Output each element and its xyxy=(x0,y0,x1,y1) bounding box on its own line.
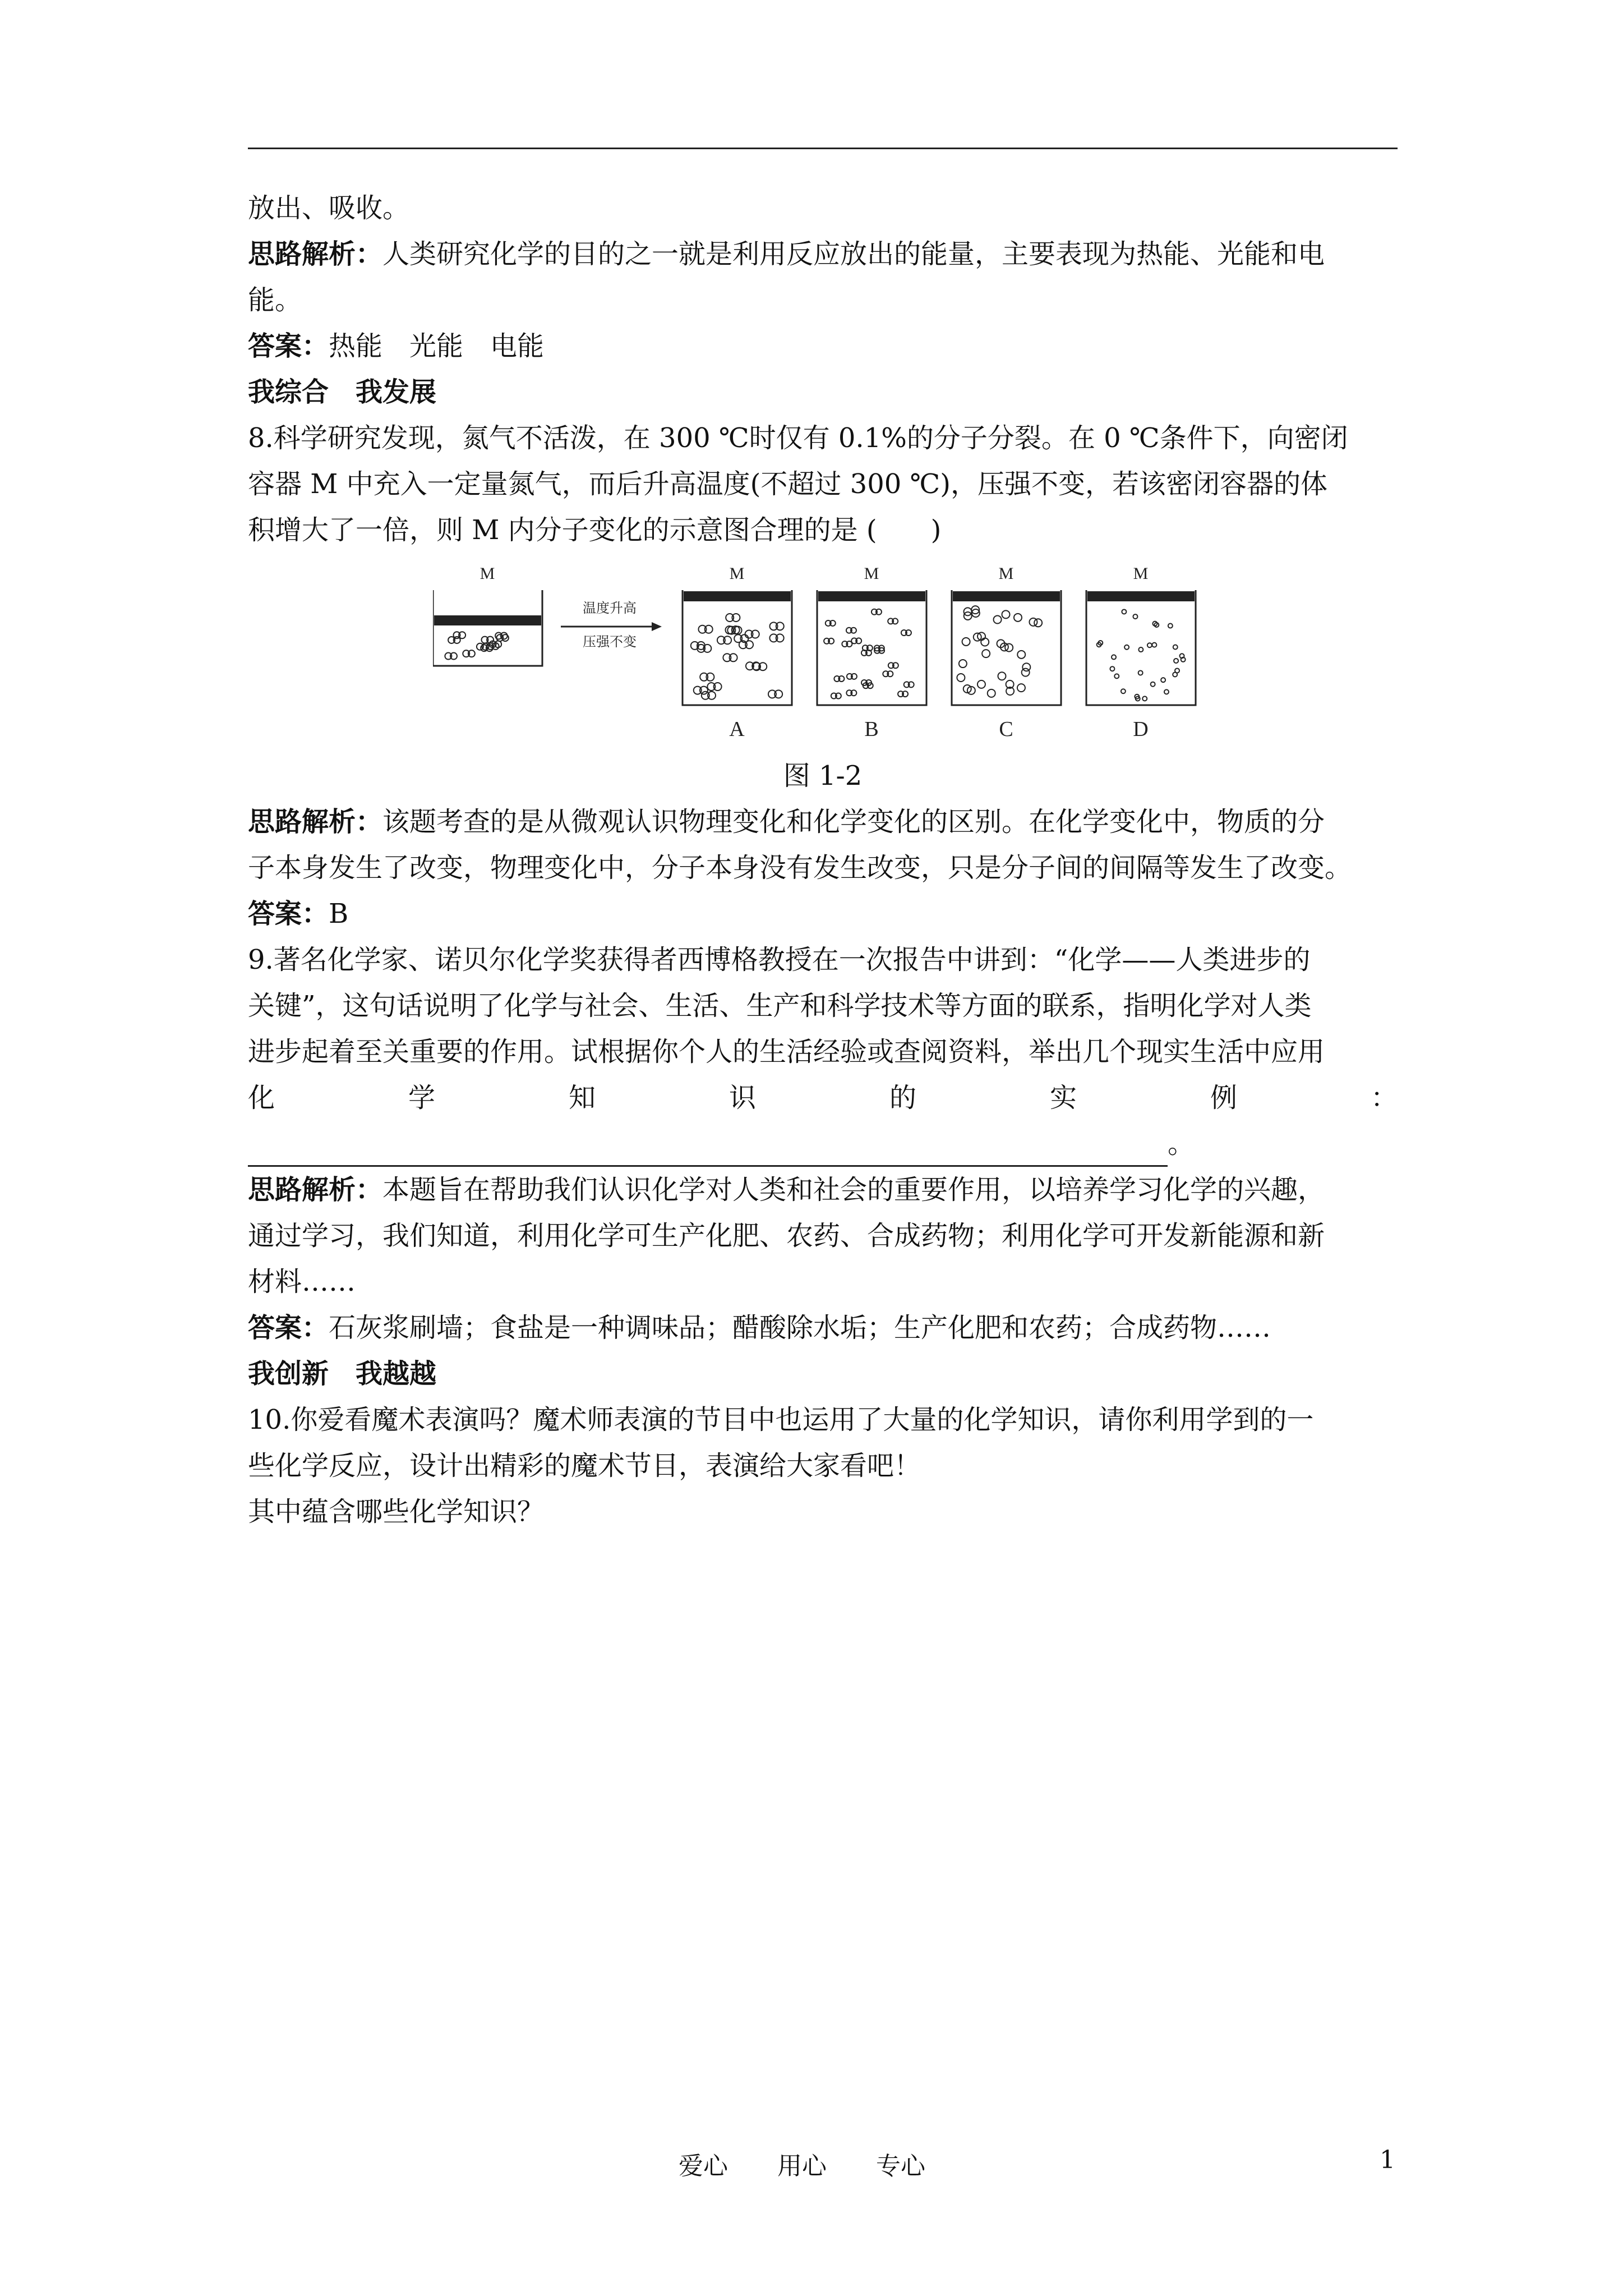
question-8-line: 8.科学研究发现，氮气不活泼，在 300 ℃时仅有 0.1%的分子分裂。在 0 ℃条件下，向密闭 xyxy=(248,422,1348,454)
n-atom xyxy=(1138,647,1143,652)
answer-line xyxy=(248,891,1398,937)
n-atom xyxy=(957,674,965,682)
piston-d xyxy=(1087,591,1195,601)
piston-c xyxy=(953,591,1060,601)
answer-line xyxy=(248,323,1398,369)
n-atom xyxy=(1151,682,1155,687)
question-9-line: 关键”，这句话说明了化学与社会、生活、生产和科学技术等方面的联系，指明化学对人类 xyxy=(248,990,1312,1022)
answer-blank[interactable] xyxy=(248,1137,1168,1167)
analysis-label: 思路解析： xyxy=(248,1174,383,1205)
question-10-line: 其中蕴含哪些化学知识？ xyxy=(248,1496,545,1527)
n-atom xyxy=(1173,672,1177,677)
analysis-line: 通过学习，我们知道，利用化学可生产化肥、农药、合成药物；利用化学可开发新能源和新 xyxy=(248,1220,1325,1251)
footer-motto: 爱心 用心 专心 xyxy=(679,2152,925,2180)
answer-line xyxy=(248,1305,1398,1351)
n-atom xyxy=(1121,689,1126,693)
analysis-text: 本题旨在帮助我们认识化学对人类和社会的重要作用，以培养学习化学的兴趣， xyxy=(382,1174,1325,1205)
label-m: M xyxy=(864,564,879,583)
arrow-head xyxy=(652,622,662,631)
molecule-figure xyxy=(248,556,1398,753)
question-9-spaced-line: 化 学 知 识 的 实 例 ： xyxy=(248,1082,1398,1114)
label-m: M xyxy=(1133,564,1149,583)
option-c-label: C xyxy=(999,717,1013,741)
n-atom xyxy=(1138,670,1143,675)
container-a xyxy=(683,590,792,705)
n-atom xyxy=(1164,689,1169,694)
option-b-label: B xyxy=(864,717,879,741)
question-9-line: 9.著名化学家、诺贝尔化学奖获得者西博格教授在一次报告中讲到：“化学——人类进步的 xyxy=(248,944,1311,976)
analysis-line xyxy=(248,1167,1398,1213)
piston-b xyxy=(818,591,925,601)
n-atom xyxy=(1002,610,1010,618)
n-atom xyxy=(1133,614,1137,619)
n-atom xyxy=(1142,696,1147,701)
n-atom xyxy=(982,650,990,657)
n-atom xyxy=(962,638,970,646)
n-atom xyxy=(988,689,995,697)
n-atom xyxy=(1005,643,1013,651)
analysis-line: 材料…… xyxy=(248,1266,356,1297)
arrow-bottom-label: 压强不变 xyxy=(583,634,637,650)
n-atom xyxy=(1110,666,1114,671)
text-line: 放出、吸收。 xyxy=(248,192,410,224)
n-atom xyxy=(981,638,989,646)
initial-container xyxy=(433,590,542,666)
section-heading: 我创新 我越越 xyxy=(248,1358,437,1389)
blank-end-mark: 。 xyxy=(1168,1128,1195,1159)
n-atom xyxy=(1022,663,1030,671)
n-atom xyxy=(1114,674,1119,678)
n-atom xyxy=(978,680,985,688)
answer-label: 答案： xyxy=(248,330,329,362)
n-atom xyxy=(1014,614,1022,622)
n-atom xyxy=(1161,678,1165,682)
n-atom xyxy=(1017,684,1025,692)
question-8-line: 积增大了一倍，则 M 内分子变化的示意图合理的是 ( ) xyxy=(248,514,942,546)
text-line: 能。 xyxy=(248,284,302,316)
particles-group xyxy=(445,606,1185,701)
question-10-line: 10.你爱看魔术表演吗？魔术师表演的节目中也运用了大量的化学知识，请你利用学到的一 xyxy=(248,1404,1314,1435)
answer-blank-line xyxy=(248,1121,1398,1167)
initial-piston xyxy=(434,615,541,625)
header-rule xyxy=(248,148,1398,149)
analysis-label: 思路解析： xyxy=(248,806,383,838)
analysis-line xyxy=(248,799,1398,845)
n-atom xyxy=(998,672,1006,680)
n-atom xyxy=(1174,659,1178,663)
question-9-line: 进步起着至关重要的作用。试根据你个人的生活经验或查阅资料，举出几个现实生活中应用 xyxy=(248,1036,1325,1068)
n-atom xyxy=(1173,645,1178,650)
answer-text: B xyxy=(329,898,349,930)
n-atom xyxy=(1122,609,1126,614)
n-atom xyxy=(1168,624,1173,628)
label-m: M xyxy=(998,564,1014,583)
n-atom xyxy=(1124,645,1129,650)
n-atom xyxy=(1017,651,1025,659)
figure-svg xyxy=(433,556,1218,747)
analysis-line xyxy=(248,231,1398,277)
document-body xyxy=(248,185,1398,1535)
section-heading: 我综合 我发展 xyxy=(248,376,437,408)
question-10-line: 些化学反应，设计出精彩的魔术节目，表演给大家看吧！ xyxy=(248,1450,921,1481)
arrow-top-label: 温度升高 xyxy=(583,600,637,616)
n-atom xyxy=(1152,643,1156,647)
option-d-label: D xyxy=(1133,717,1149,741)
n-atom xyxy=(1147,643,1152,647)
answer-text: 热能 光能 电能 xyxy=(329,330,545,362)
page-number: 1 xyxy=(1380,2146,1395,2174)
n-atom xyxy=(1029,618,1037,626)
question-8-line: 容器 M 中充入一定量氮气，而后升高温度(不超过 300 ℃)，压强不变，若该密闭容器的体 xyxy=(248,468,1327,500)
analysis-text: 人类研究化学的目的之一就是利用反应放出的能量，主要表现为热能、光能和电 xyxy=(382,238,1325,270)
option-a-label: A xyxy=(729,717,745,741)
answer-text: 石灰浆刷墙；食盐是一种调味品；醋酸除水垢；生产化肥和农药；合成药物…… xyxy=(329,1312,1271,1343)
piston-a xyxy=(684,591,791,601)
label-m: M xyxy=(729,564,745,583)
analysis-line: 子本身发生了改变，物理变化中，分子本身没有发生改变，只是分子间的间隔等发生了改变。 xyxy=(248,852,1352,884)
n-atom xyxy=(994,615,1002,623)
label-m: M xyxy=(479,564,495,583)
n-atom xyxy=(1112,655,1116,659)
figure-caption: 图 1-2 xyxy=(783,760,863,792)
answer-label: 答案： xyxy=(248,898,329,930)
n-atom xyxy=(959,660,967,668)
analysis-text: 该题考查的是从微观认识物理变化和化学变化的区别。在化学变化中，物质的分 xyxy=(382,806,1325,838)
answer-label: 答案： xyxy=(248,1312,329,1343)
analysis-label: 思路解析： xyxy=(248,238,383,270)
